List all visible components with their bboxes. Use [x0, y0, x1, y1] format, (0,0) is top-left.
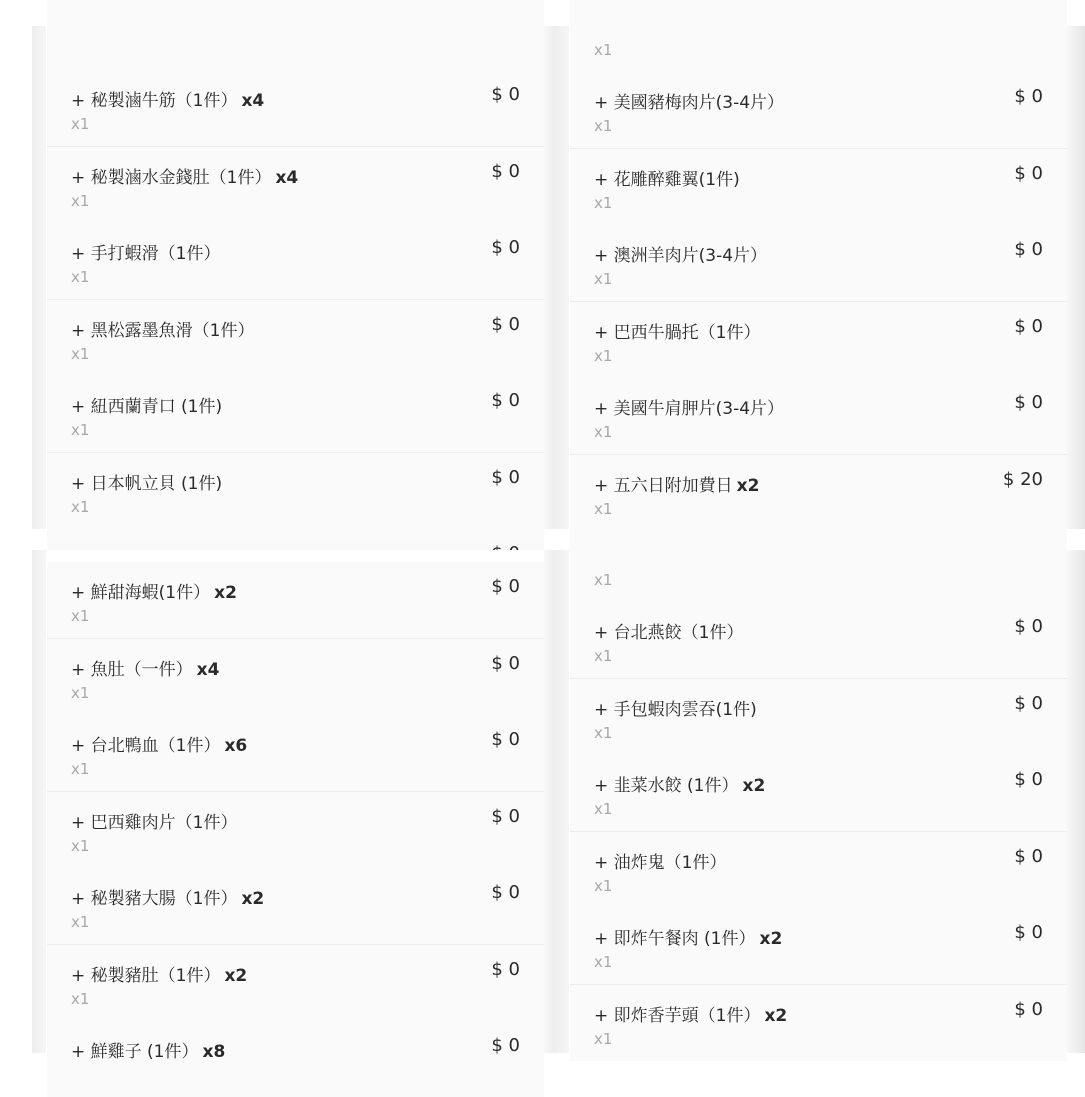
item-name-text: + 黑松露墨魚滑（1件） [71, 320, 255, 341]
item-name-text: + 秘製豬肚（1件） [71, 965, 221, 986]
item-name-text: + 台北鴨血（1件） [71, 736, 221, 756]
order-panel-br [555, 550, 1085, 1053]
list-item[interactable] [570, 302, 1067, 379]
item-price: $ 0 [491, 1035, 520, 1056]
item-quantity: x1 [594, 117, 613, 135]
item-quantity: x1 [594, 800, 613, 818]
item-quantity: x1 [594, 499, 613, 518]
item-name [71, 731, 247, 756]
list-item[interactable] [570, 149, 1067, 226]
item-price: $ 0 [1014, 616, 1043, 637]
item-quantity: x1 [71, 760, 90, 778]
item-quantity: x1 [594, 723, 613, 742]
item-quantity: x1 [594, 1029, 613, 1048]
item-quantity: x1 [71, 913, 90, 931]
item-name [71, 961, 247, 986]
item-quantity: x1 [594, 193, 613, 212]
item-name-text: + 台北燕餃（1件） [594, 623, 744, 643]
item-price: $ 0 [1014, 239, 1043, 260]
order-item-list [570, 26, 1067, 529]
item-price: $ 0 [491, 313, 520, 335]
item-multiplier: x4 [196, 659, 220, 680]
list-item-partial[interactable] [570, 526, 1067, 603]
order-panel-tl [32, 26, 562, 529]
list-item[interactable] [47, 715, 544, 792]
item-price: $ 0 [1014, 692, 1043, 714]
list-item[interactable] [570, 602, 1067, 679]
item-multiplier: x6 [224, 736, 248, 756]
list-item[interactable] [570, 679, 1067, 756]
list-item[interactable] [570, 985, 1067, 1061]
item-price: $ 0 [491, 652, 520, 674]
list-item[interactable] [570, 908, 1067, 985]
list-item-partial[interactable] [570, 0, 1067, 73]
item-price: $ 0 [1014, 769, 1043, 790]
item-name [71, 469, 222, 494]
item-price: $ 0 [491, 958, 520, 980]
item-quantity: x1 [71, 268, 90, 286]
panel-shadow-left [555, 550, 569, 1053]
item-name [71, 655, 219, 680]
item-quantity: x1 [594, 876, 613, 895]
item-name [594, 241, 767, 266]
list-item[interactable] [570, 832, 1067, 909]
panel-scroll-edge[interactable] [1067, 550, 1085, 1053]
item-quantity: x1 [594, 40, 613, 59]
list-item[interactable] [47, 376, 544, 453]
item-multiplier: x8 [202, 1042, 226, 1062]
item-multiplier: x2 [764, 1005, 788, 1026]
item-quantity: x1 [71, 344, 90, 363]
item-name-text: + 手打蝦滑（1件） [71, 244, 221, 264]
item-name-text: + 秘製滷牛筋（1件） [71, 91, 238, 111]
list-item-partial[interactable] [47, 0, 544, 71]
list-item[interactable] [570, 72, 1067, 149]
item-quantity: x1 [594, 570, 613, 589]
item-name [594, 318, 760, 343]
list-item[interactable] [47, 562, 544, 639]
item-multiplier: x4 [241, 91, 265, 111]
item-multiplier: x2 [759, 929, 783, 949]
list-item[interactable] [570, 455, 1067, 532]
item-name [71, 163, 298, 188]
list-item[interactable] [47, 1021, 544, 1097]
list-item[interactable] [47, 453, 544, 530]
item-name [594, 924, 782, 949]
item-multiplier: x2 [736, 475, 760, 496]
list-item[interactable] [47, 945, 544, 1022]
item-quantity: x1 [71, 607, 90, 625]
item-name [71, 1037, 225, 1062]
list-item[interactable] [47, 147, 544, 224]
item-name [594, 848, 726, 873]
list-item[interactable] [47, 70, 544, 147]
item-name-text: + 美國牛肩胛片(3-4片） [594, 399, 785, 419]
list-item[interactable] [570, 378, 1067, 455]
list-item[interactable] [47, 639, 544, 716]
item-price: $ 0 [1014, 845, 1043, 867]
item-name [71, 578, 237, 603]
item-name [594, 165, 740, 190]
item-name [594, 771, 765, 796]
item-name [71, 884, 264, 909]
item-name [594, 618, 743, 643]
list-item[interactable] [47, 868, 544, 945]
item-price: $ 0 [491, 237, 520, 258]
item-name-text: + 美國豬梅肉片(3-4片） [594, 93, 785, 113]
item-quantity: x1 [594, 346, 613, 365]
item-price: $ 0 [491, 805, 520, 827]
item-name [71, 86, 264, 111]
item-name [594, 1001, 787, 1026]
list-item[interactable] [570, 225, 1067, 302]
list-item[interactable] [47, 223, 544, 300]
item-quantity: x1 [71, 683, 90, 702]
item-name [594, 394, 784, 419]
item-name-text: + 鮮雞子 (1件） [71, 1042, 199, 1062]
item-price: $ 0 [1014, 922, 1043, 943]
item-quantity: x1 [71, 836, 90, 855]
list-item[interactable] [570, 755, 1067, 832]
item-quantity: x1 [594, 953, 613, 971]
item-name-text: + 秘製豬大腸（1件） [71, 889, 238, 909]
item-price: $ 0 [491, 729, 520, 750]
item-price: $ 0 [491, 576, 520, 597]
item-name-text: + 油炸鬼（1件） [594, 852, 727, 873]
item-name-text: + 巴西牛腡托（1件） [594, 322, 761, 343]
item-name-text: + 五六日附加費日 [594, 475, 733, 496]
panel-scroll-edge[interactable] [1067, 26, 1085, 529]
item-name-text: + 秘製滷水金錢肚（1件） [71, 167, 272, 188]
item-price: $ 20 [1002, 468, 1043, 490]
item-quantity: x1 [71, 989, 90, 1008]
order-item-list [47, 26, 544, 529]
order-item-list [570, 550, 1067, 1053]
item-name-text: + 巴西雞肉片（1件） [71, 812, 238, 833]
item-name-text: + 手包蝦肉雲吞(1件) [594, 699, 757, 720]
item-price: $ 0 [491, 160, 520, 182]
item-name [71, 316, 254, 341]
item-price: $ 0 [1014, 86, 1043, 107]
item-name [594, 88, 784, 113]
item-price: $ 0 [1014, 315, 1043, 337]
order-panel-bl [32, 550, 562, 1062]
item-multiplier: x2 [241, 889, 265, 909]
item-price: $ 0 [1014, 998, 1043, 1020]
item-price: $ 0 [491, 390, 520, 411]
item-name-text: + 日本帆立貝 (1件) [71, 473, 223, 494]
item-name-text: + 即炸午餐肉 (1件） [594, 929, 756, 949]
item-name [71, 239, 220, 264]
item-quantity: x1 [594, 270, 613, 288]
item-quantity: x1 [71, 497, 90, 516]
item-multiplier: x2 [742, 776, 766, 796]
order-panel-tr [555, 26, 1085, 529]
item-multiplier: x2 [214, 583, 237, 603]
order-item-list [47, 550, 544, 1062]
item-multiplier: x4 [275, 167, 299, 188]
item-multiplier: x2 [224, 965, 248, 986]
item-name-text: + 即炸香芋頭（1件） [594, 1005, 761, 1026]
item-quantity: x1 [594, 423, 613, 441]
item-name [594, 471, 759, 496]
item-quantity: x1 [71, 191, 90, 210]
list-item[interactable] [47, 792, 544, 869]
item-price: $ 0 [491, 84, 520, 105]
list-item[interactable] [47, 300, 544, 377]
item-name-text: + 花雕醉雞翼(1件) [594, 169, 740, 190]
item-name-text: + 紐西蘭青口 (1件) [71, 397, 223, 417]
panel-shadow-left [555, 26, 569, 529]
item-quantity: x1 [594, 647, 613, 665]
item-name-text: + 澳洲羊肉片(3-4片） [594, 246, 768, 266]
item-name-text: + 鮮甜海蝦(1件） [71, 583, 211, 603]
panel-shadow-left [32, 26, 46, 529]
item-price: $ 0 [491, 882, 520, 903]
item-price: $ 0 [1014, 162, 1043, 184]
item-quantity: x1 [71, 115, 90, 133]
item-price: $ 0 [1014, 392, 1043, 413]
item-name [71, 392, 222, 417]
item-name-text: + 魚肚（一件） [71, 659, 193, 680]
item-name-text: + 韭菜水餃 (1件） [594, 776, 739, 796]
item-name [71, 808, 237, 833]
item-quantity: x1 [71, 421, 90, 439]
panel-shadow-left [32, 550, 46, 1053]
item-price: $ 0 [491, 466, 520, 488]
item-name [594, 695, 757, 720]
